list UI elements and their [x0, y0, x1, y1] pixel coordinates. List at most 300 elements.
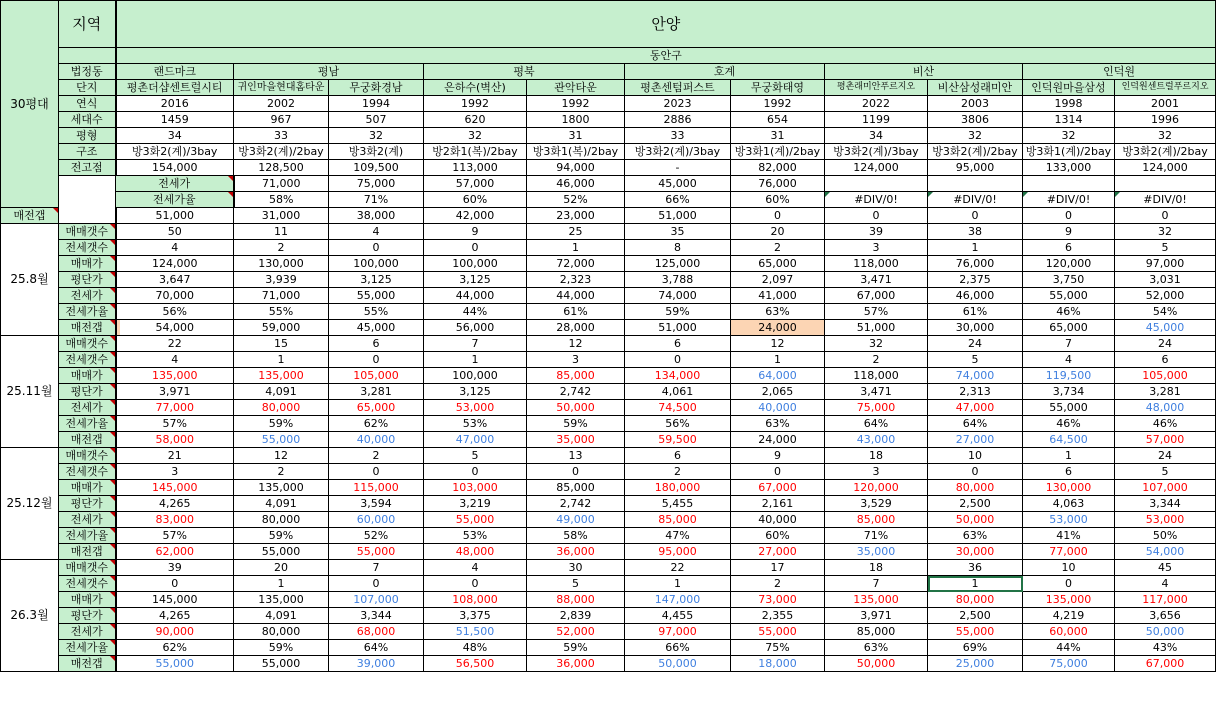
data-cell[interactable]: 4: [1023, 352, 1115, 368]
data-cell[interactable]: 방3화2(계)/3bay: [625, 144, 731, 160]
district-title[interactable]: 동안구: [116, 48, 1216, 64]
data-cell[interactable]: 53,000: [424, 400, 527, 416]
data-cell[interactable]: 21: [116, 448, 234, 464]
data-cell[interactable]: 135,000: [116, 368, 234, 384]
complex-name[interactable]: 관악타운: [527, 80, 625, 96]
dong-header[interactable]: 호계: [625, 64, 825, 80]
data-cell[interactable]: 2,065: [731, 384, 825, 400]
data-cell[interactable]: 88,000: [527, 592, 625, 608]
data-cell[interactable]: 3,219: [424, 496, 527, 512]
row-label[interactable]: 전세가율: [59, 304, 116, 320]
row-label[interactable]: 매매갯수: [59, 336, 116, 352]
dong-header[interactable]: 랜드마크: [116, 64, 234, 80]
data-cell[interactable]: 6: [1023, 464, 1115, 480]
data-cell[interactable]: 55,000: [1023, 288, 1115, 304]
data-cell[interactable]: 1992: [731, 96, 825, 112]
data-cell[interactable]: 55,000: [1023, 400, 1115, 416]
row-label[interactable]: 전세가율: [59, 416, 116, 432]
data-cell[interactable]: 2023: [625, 96, 731, 112]
data-cell[interactable]: 59%: [234, 528, 329, 544]
data-cell[interactable]: 83,000: [116, 512, 234, 528]
data-cell[interactable]: 38: [928, 224, 1023, 240]
data-cell[interactable]: 57%: [116, 416, 234, 432]
data-cell[interactable]: 3,125: [329, 272, 424, 288]
data-cell[interactable]: 107,000: [1115, 480, 1216, 496]
data-cell[interactable]: 32: [1023, 128, 1115, 144]
data-cell[interactable]: 3,281: [329, 384, 424, 400]
period-label[interactable]: 26.3월: [1, 560, 59, 672]
data-cell[interactable]: 4,265: [116, 496, 234, 512]
data-cell[interactable]: 39: [116, 560, 234, 576]
data-cell[interactable]: 4: [116, 240, 234, 256]
data-cell[interactable]: 2,355: [731, 608, 825, 624]
complex-name[interactable]: 무궁화태영: [731, 80, 825, 96]
row-label[interactable]: 매매갯수: [59, 448, 116, 464]
data-cell[interactable]: 52,000: [527, 624, 625, 640]
data-cell[interactable]: 53,000: [1115, 512, 1216, 528]
row-label[interactable]: 매매갯수: [59, 224, 116, 240]
data-cell[interactable]: 7: [1023, 336, 1115, 352]
data-cell[interactable]: 30,000: [928, 544, 1023, 560]
data-cell[interactable]: 113,000: [424, 160, 527, 176]
period-label[interactable]: 25.8월: [1, 224, 59, 336]
data-cell[interactable]: 124,000: [1115, 160, 1216, 176]
data-cell[interactable]: 95,000: [625, 544, 731, 560]
data-cell[interactable]: 72,000: [527, 256, 625, 272]
data-cell[interactable]: 3,939: [234, 272, 329, 288]
data-cell[interactable]: 50,000: [527, 400, 625, 416]
data-cell[interactable]: 56,000: [424, 320, 527, 336]
data-cell[interactable]: 3: [825, 464, 928, 480]
data-cell[interactable]: 1: [928, 240, 1023, 256]
data-cell[interactable]: 85,000: [825, 512, 928, 528]
data-cell[interactable]: 5,455: [625, 496, 731, 512]
data-cell[interactable]: 2: [234, 240, 329, 256]
data-cell[interactable]: 47%: [625, 528, 731, 544]
data-cell[interactable]: 방3화2(계)/2bay: [1115, 144, 1216, 160]
peak-period-label[interactable]: [59, 176, 116, 224]
data-cell[interactable]: 56%: [625, 416, 731, 432]
row-label[interactable]: 매매가: [59, 256, 116, 272]
data-cell[interactable]: 3,594: [329, 496, 424, 512]
data-cell[interactable]: 71%: [329, 192, 424, 208]
data-cell[interactable]: 57%: [825, 304, 928, 320]
data-cell[interactable]: 76,000: [731, 176, 825, 192]
data-cell[interactable]: 64%: [928, 416, 1023, 432]
data-cell[interactable]: 1314: [1023, 112, 1115, 128]
data-cell[interactable]: 124,000: [116, 256, 234, 272]
data-cell[interactable]: 60%: [731, 192, 825, 208]
row-label[interactable]: 전세갯수: [59, 576, 116, 592]
data-cell[interactable]: 103,000: [424, 480, 527, 496]
data-cell[interactable]: 46,000: [928, 288, 1023, 304]
data-cell[interactable]: 2001: [1115, 96, 1216, 112]
row-label[interactable]: 매전갭: [59, 656, 116, 672]
dong-header[interactable]: 인덕원: [1023, 64, 1216, 80]
data-cell[interactable]: 51,000: [625, 320, 731, 336]
data-cell[interactable]: 51,000: [825, 320, 928, 336]
data-cell[interactable]: 3,734: [1023, 384, 1115, 400]
row-label[interactable]: 전세가율: [59, 528, 116, 544]
data-cell[interactable]: 50,000: [625, 656, 731, 672]
data-cell[interactable]: 64%: [329, 640, 424, 656]
data-cell[interactable]: 3,971: [116, 384, 234, 400]
data-cell[interactable]: 109,500: [329, 160, 424, 176]
data-cell[interactable]: 68,000: [329, 624, 424, 640]
data-cell[interactable]: 60%: [731, 528, 825, 544]
data-cell[interactable]: 55,000: [116, 656, 234, 672]
data-cell[interactable]: 62,000: [116, 544, 234, 560]
data-cell[interactable]: 방3화1(계)/2bay: [1023, 144, 1115, 160]
data-cell[interactable]: 80,000: [928, 480, 1023, 496]
data-cell[interactable]: 135,000: [234, 480, 329, 496]
data-cell[interactable]: 3,344: [329, 608, 424, 624]
data-cell[interactable]: 4,219: [1023, 608, 1115, 624]
row-label[interactable]: 매매갯수: [59, 560, 116, 576]
data-cell[interactable]: 41%: [1023, 528, 1115, 544]
data-cell[interactable]: 52%: [527, 192, 625, 208]
data-cell[interactable]: 51,000: [116, 208, 234, 224]
data-cell[interactable]: 507: [329, 112, 424, 128]
data-cell[interactable]: 41,000: [731, 288, 825, 304]
data-cell[interactable]: 3,375: [424, 608, 527, 624]
data-cell[interactable]: 28,000: [527, 320, 625, 336]
data-cell[interactable]: 2,161: [731, 496, 825, 512]
data-cell[interactable]: 32: [825, 336, 928, 352]
data-cell[interactable]: 50,000: [1115, 624, 1216, 640]
data-cell[interactable]: 54%: [1115, 304, 1216, 320]
data-cell[interactable]: 61%: [527, 304, 625, 320]
data-cell[interactable]: 1199: [825, 112, 928, 128]
data-cell[interactable]: 85,000: [527, 480, 625, 496]
data-cell[interactable]: 62%: [329, 416, 424, 432]
data-cell[interactable]: 64%: [825, 416, 928, 432]
data-cell[interactable]: 2,500: [928, 496, 1023, 512]
data-cell[interactable]: 71,000: [234, 176, 329, 192]
data-cell[interactable]: 3,647: [116, 272, 234, 288]
data-cell[interactable]: 2003: [928, 96, 1023, 112]
data-cell[interactable]: 620: [424, 112, 527, 128]
data-cell[interactable]: 53%: [424, 528, 527, 544]
data-cell[interactable]: 57,000: [1115, 432, 1216, 448]
data-cell[interactable]: 44%: [424, 304, 527, 320]
data-cell[interactable]: 45,000: [1115, 320, 1216, 336]
data-cell[interactable]: 82,000: [731, 160, 825, 176]
data-cell[interactable]: 6: [1115, 352, 1216, 368]
data-cell[interactable]: 32: [329, 128, 424, 144]
data-cell[interactable]: 4,091: [234, 608, 329, 624]
data-cell[interactable]: 53%: [424, 416, 527, 432]
data-cell[interactable]: 1: [234, 576, 329, 592]
data-cell[interactable]: 2: [731, 576, 825, 592]
corner-size-label[interactable]: 30평대: [1, 1, 59, 208]
data-cell[interactable]: 77,000: [1023, 544, 1115, 560]
data-cell[interactable]: 2: [329, 448, 424, 464]
data-cell[interactable]: 18: [825, 448, 928, 464]
data-cell[interactable]: 97,000: [625, 624, 731, 640]
data-cell[interactable]: 40,000: [731, 400, 825, 416]
data-cell[interactable]: 0: [1023, 208, 1115, 224]
data-cell[interactable]: 3: [527, 352, 625, 368]
data-cell[interactable]: 25,000: [928, 656, 1023, 672]
data-cell[interactable]: 154,000: [116, 160, 234, 176]
data-cell[interactable]: 55%: [234, 304, 329, 320]
data-cell[interactable]: 145,000: [116, 480, 234, 496]
data-cell[interactable]: 61%: [928, 304, 1023, 320]
data-cell[interactable]: 3806: [928, 112, 1023, 128]
data-cell[interactable]: 63%: [731, 304, 825, 320]
data-cell[interactable]: 0: [116, 576, 234, 592]
data-cell[interactable]: 3,125: [424, 384, 527, 400]
data-cell[interactable]: 1: [928, 576, 1023, 592]
data-cell[interactable]: 53,000: [1023, 512, 1115, 528]
data-cell[interactable]: 36,000: [527, 656, 625, 672]
data-cell[interactable]: 36,000: [527, 544, 625, 560]
data-cell[interactable]: 44,000: [527, 288, 625, 304]
data-cell[interactable]: 2886: [625, 112, 731, 128]
data-cell[interactable]: 1994: [329, 96, 424, 112]
complex-name[interactable]: 비산삼성래미안: [928, 80, 1023, 96]
data-cell[interactable]: 32: [1115, 128, 1216, 144]
period-label[interactable]: 25.11월: [1, 336, 59, 448]
data-cell[interactable]: 33: [625, 128, 731, 144]
data-cell[interactable]: 10: [1023, 560, 1115, 576]
data-cell[interactable]: 5: [1115, 240, 1216, 256]
data-cell[interactable]: 3,971: [825, 608, 928, 624]
row-label[interactable]: 연식: [59, 96, 116, 112]
data-cell[interactable]: 63%: [928, 528, 1023, 544]
row-label[interactable]: 전세갯수: [59, 240, 116, 256]
data-cell[interactable]: 117,000: [1115, 592, 1216, 608]
data-cell[interactable]: 85,000: [527, 368, 625, 384]
data-cell[interactable]: 59%: [527, 416, 625, 432]
data-cell[interactable]: 3,125: [424, 272, 527, 288]
data-cell[interactable]: 1992: [424, 96, 527, 112]
data-cell[interactable]: 51,500: [424, 624, 527, 640]
data-cell[interactable]: 43,000: [825, 432, 928, 448]
data-cell[interactable]: 0: [928, 208, 1023, 224]
data-cell[interactable]: 3,031: [1115, 272, 1216, 288]
data-cell[interactable]: 40,000: [329, 432, 424, 448]
row-label[interactable]: 전세가: [116, 176, 234, 192]
data-cell[interactable]: 65,000: [1023, 320, 1115, 336]
data-cell[interactable]: 4,091: [234, 496, 329, 512]
data-cell[interactable]: 80,000: [234, 400, 329, 416]
data-cell[interactable]: 135,000: [1023, 592, 1115, 608]
data-cell[interactable]: 55%: [329, 304, 424, 320]
data-cell[interactable]: 100,000: [424, 368, 527, 384]
data-cell[interactable]: 36: [928, 560, 1023, 576]
data-cell[interactable]: 0: [1115, 208, 1216, 224]
data-cell[interactable]: 100,000: [329, 256, 424, 272]
data-cell[interactable]: 27,000: [928, 432, 1023, 448]
row-label[interactable]: 매전갭: [1, 208, 59, 224]
data-cell[interactable]: 3: [116, 464, 234, 480]
data-cell[interactable]: 3,344: [1115, 496, 1216, 512]
data-cell[interactable]: 71%: [825, 528, 928, 544]
data-cell[interactable]: 43%: [1115, 640, 1216, 656]
data-cell[interactable]: #DIV/0!: [1023, 192, 1115, 208]
data-cell[interactable]: 50: [116, 224, 234, 240]
data-cell[interactable]: 1992: [527, 96, 625, 112]
data-cell[interactable]: 55,000: [329, 544, 424, 560]
data-cell[interactable]: [928, 176, 1023, 192]
data-cell[interactable]: 46%: [1023, 416, 1115, 432]
data-cell[interactable]: [1023, 176, 1115, 192]
data-cell[interactable]: 75,000: [1023, 656, 1115, 672]
data-cell[interactable]: 55,000: [234, 544, 329, 560]
data-cell[interactable]: #DIV/0!: [928, 192, 1023, 208]
data-cell[interactable]: 31,000: [234, 208, 329, 224]
data-cell[interactable]: 69%: [928, 640, 1023, 656]
period-label[interactable]: 25.12월: [1, 448, 59, 560]
complex-name[interactable]: 귀인마을현대홈타운: [234, 80, 329, 96]
data-cell[interactable]: 32: [1115, 224, 1216, 240]
row-label[interactable]: 평단가: [59, 608, 116, 624]
data-cell[interactable]: 60,000: [1023, 624, 1115, 640]
data-cell[interactable]: 3,471: [825, 272, 928, 288]
data-cell[interactable]: 20: [731, 224, 825, 240]
region-label-spacer[interactable]: [59, 48, 116, 64]
data-cell[interactable]: 32: [424, 128, 527, 144]
data-cell[interactable]: 24: [1115, 448, 1216, 464]
data-cell[interactable]: 59%: [234, 640, 329, 656]
data-cell[interactable]: 2,313: [928, 384, 1023, 400]
beopjeongdong-label[interactable]: 법정동: [59, 64, 116, 80]
data-cell[interactable]: 80,000: [928, 592, 1023, 608]
data-cell[interactable]: 4,455: [625, 608, 731, 624]
data-cell[interactable]: 130,000: [1023, 480, 1115, 496]
data-cell[interactable]: 59,500: [625, 432, 731, 448]
data-cell[interactable]: 12: [234, 448, 329, 464]
data-cell[interactable]: 23,000: [527, 208, 625, 224]
data-cell[interactable]: 45,000: [625, 176, 731, 192]
data-cell[interactable]: 51,000: [625, 208, 731, 224]
data-cell[interactable]: 15: [234, 336, 329, 352]
data-cell[interactable]: 97,000: [1115, 256, 1216, 272]
data-cell[interactable]: 40,000: [731, 512, 825, 528]
data-cell[interactable]: 4,091: [234, 384, 329, 400]
data-cell[interactable]: 1459: [116, 112, 234, 128]
data-cell[interactable]: 2,742: [527, 496, 625, 512]
row-label[interactable]: 전세가율: [116, 192, 234, 208]
data-cell[interactable]: 50%: [1115, 528, 1216, 544]
data-cell[interactable]: 4,061: [625, 384, 731, 400]
data-cell[interactable]: 133,000: [1023, 160, 1115, 176]
data-cell[interactable]: 135,000: [825, 592, 928, 608]
data-cell[interactable]: 방2화1(복)/2bay: [424, 144, 527, 160]
data-cell[interactable]: 80,000: [234, 512, 329, 528]
data-cell[interactable]: 42,000: [424, 208, 527, 224]
data-cell[interactable]: 3,750: [1023, 272, 1115, 288]
data-cell[interactable]: 62%: [116, 640, 234, 656]
data-cell[interactable]: 39,000: [329, 656, 424, 672]
data-cell[interactable]: 9: [1023, 224, 1115, 240]
danji-label[interactable]: 단지: [59, 80, 116, 96]
data-cell[interactable]: 54,000: [1115, 544, 1216, 560]
data-cell[interactable]: 30,000: [928, 320, 1023, 336]
data-cell[interactable]: 107,000: [329, 592, 424, 608]
data-cell[interactable]: #DIV/0!: [825, 192, 928, 208]
data-cell[interactable]: 1: [625, 576, 731, 592]
data-cell[interactable]: 0: [329, 352, 424, 368]
data-cell[interactable]: 119,500: [1023, 368, 1115, 384]
data-cell[interactable]: 3,471: [825, 384, 928, 400]
data-cell[interactable]: 10: [928, 448, 1023, 464]
data-cell[interactable]: 59%: [234, 416, 329, 432]
data-cell[interactable]: 13: [527, 448, 625, 464]
data-cell[interactable]: 25: [527, 224, 625, 240]
data-cell[interactable]: 73,000: [731, 592, 825, 608]
data-cell[interactable]: 60,000: [329, 512, 424, 528]
data-cell[interactable]: 4: [1115, 576, 1216, 592]
data-cell[interactable]: 105,000: [329, 368, 424, 384]
data-cell[interactable]: 20: [234, 560, 329, 576]
row-label[interactable]: 전세가율: [59, 640, 116, 656]
data-cell[interactable]: 방3화1(계)/2bay: [731, 144, 825, 160]
row-label[interactable]: 평단가: [59, 384, 116, 400]
data-cell[interactable]: 46%: [1023, 304, 1115, 320]
data-cell[interactable]: 33: [234, 128, 329, 144]
data-cell[interactable]: 0: [731, 464, 825, 480]
data-cell[interactable]: 38,000: [329, 208, 424, 224]
data-cell[interactable]: 24: [928, 336, 1023, 352]
data-cell[interactable]: 49,000: [527, 512, 625, 528]
data-cell[interactable]: 0: [731, 208, 825, 224]
data-cell[interactable]: 3,281: [1115, 384, 1216, 400]
data-cell[interactable]: 135,000: [234, 592, 329, 608]
data-cell[interactable]: 0: [1023, 576, 1115, 592]
data-cell[interactable]: 145,000: [116, 592, 234, 608]
data-cell[interactable]: 2: [731, 240, 825, 256]
row-label[interactable]: 평단가: [59, 272, 116, 288]
data-cell[interactable]: 11: [234, 224, 329, 240]
data-cell[interactable]: 70,000: [116, 288, 234, 304]
city-title[interactable]: 안양: [116, 1, 1216, 48]
data-cell[interactable]: 0: [424, 576, 527, 592]
data-cell[interactable]: 59,000: [234, 320, 329, 336]
data-cell[interactable]: 17: [731, 560, 825, 576]
data-cell[interactable]: -: [625, 160, 731, 176]
row-label[interactable]: 구조: [59, 144, 116, 160]
complex-name[interactable]: 인덕원마을삼성: [1023, 80, 1115, 96]
data-cell[interactable]: 35: [625, 224, 731, 240]
data-cell[interactable]: 8: [625, 240, 731, 256]
data-cell[interactable]: 75,000: [825, 400, 928, 416]
region-label[interactable]: 지역: [59, 1, 116, 48]
data-cell[interactable]: 1996: [1115, 112, 1216, 128]
data-cell[interactable]: 59%: [527, 640, 625, 656]
data-cell[interactable]: 118,000: [825, 368, 928, 384]
data-cell[interactable]: [1115, 176, 1216, 192]
data-cell[interactable]: 55,000: [424, 512, 527, 528]
data-cell[interactable]: 65,000: [329, 400, 424, 416]
data-cell[interactable]: 39: [825, 224, 928, 240]
data-cell[interactable]: 2002: [234, 96, 329, 112]
complex-name[interactable]: 평촌래미안푸르지오: [825, 80, 928, 96]
data-cell[interactable]: 방3화2(계)/3bay: [116, 144, 234, 160]
data-cell[interactable]: 48,000: [1115, 400, 1216, 416]
data-cell[interactable]: 24: [1115, 336, 1216, 352]
row-label[interactable]: 전고점: [59, 160, 116, 176]
data-cell[interactable]: 1: [1023, 448, 1115, 464]
data-cell[interactable]: 5: [424, 448, 527, 464]
data-cell[interactable]: 34: [825, 128, 928, 144]
data-cell[interactable]: 4: [424, 560, 527, 576]
data-cell[interactable]: 1800: [527, 112, 625, 128]
data-cell[interactable]: 63%: [825, 640, 928, 656]
data-cell[interactable]: 74,500: [625, 400, 731, 416]
